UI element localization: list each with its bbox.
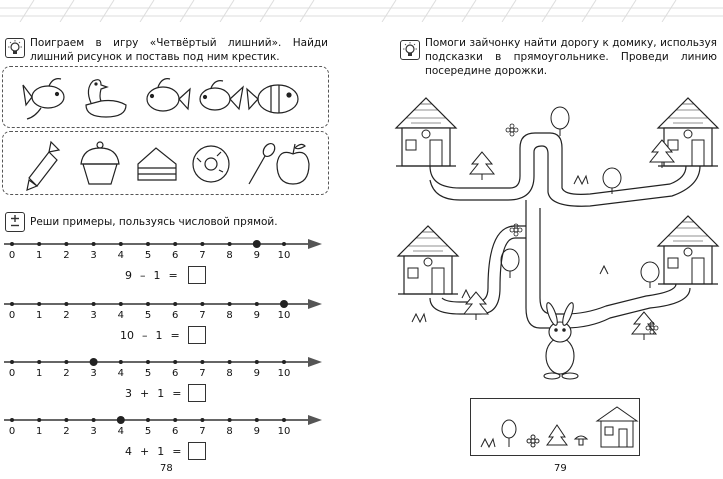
tick-label: 1: [36, 250, 43, 261]
tick-point: [10, 302, 14, 306]
tick-point: [228, 418, 232, 422]
equation-operator: +: [140, 445, 150, 458]
tick-label: 5: [144, 310, 152, 321]
equals-sign: =: [172, 387, 182, 400]
answer-box[interactable]: [188, 384, 206, 402]
equation-operator: –: [140, 269, 146, 282]
tick-label: 7: [199, 310, 206, 321]
answer-box[interactable]: [188, 442, 206, 460]
tick-point: [282, 418, 286, 422]
goldfish-picture-3: [200, 81, 243, 110]
tick-label: 9: [253, 250, 260, 261]
tick-point: [146, 302, 150, 306]
equals-sign: =: [170, 329, 180, 342]
tick-label: 3: [90, 250, 97, 261]
tick-point: [228, 360, 232, 364]
tick-label: 0: [8, 250, 16, 261]
tick-point: [92, 418, 96, 422]
tick-label: 10: [277, 250, 291, 261]
page-number-left: 78: [160, 463, 173, 474]
tick-label: 6: [172, 426, 179, 437]
duck-picture: [86, 80, 126, 117]
tick-point: [200, 418, 204, 422]
equation: [125, 269, 186, 282]
lightbulb-icon: [5, 38, 25, 58]
task2-text: Реши примеры, пользуясь числовой прямой.: [30, 216, 278, 228]
fish-pictures: [3, 67, 328, 127]
tick-label: 1: [36, 368, 43, 379]
tick-point: [64, 418, 68, 422]
tick-point: [119, 242, 123, 246]
tick-point: [255, 302, 259, 306]
food-row-box: [2, 131, 329, 195]
house-bottom-right: [658, 216, 718, 284]
candy-picture: [27, 142, 59, 190]
house-top-left: [396, 98, 456, 166]
tick-point: [64, 302, 68, 306]
tick-label: 0: [8, 426, 16, 437]
donut-picture: [193, 146, 229, 182]
tick-label: 10: [277, 368, 291, 379]
tick-label: 9: [253, 368, 260, 379]
tick-label: 8: [226, 310, 233, 321]
hint-box: [470, 398, 640, 456]
tick-label: 7: [199, 368, 206, 379]
answer-box[interactable]: [188, 266, 206, 284]
equation: [125, 387, 189, 400]
equation-operand-b: 1: [157, 445, 165, 458]
tick-label: 6: [172, 310, 179, 321]
tick-label: 2: [63, 426, 70, 437]
tick-point: [37, 418, 41, 422]
tick-label: 7: [199, 426, 206, 437]
tick-point: [146, 360, 150, 364]
tick-point: [173, 242, 177, 246]
tick-label: 0: [8, 310, 16, 321]
tick-label: 2: [63, 368, 70, 379]
top-decor-left: [0, 0, 362, 22]
tick-label: 8: [226, 250, 233, 261]
tick-point: [146, 418, 150, 422]
tick-point: [10, 242, 14, 246]
tick-point: [255, 418, 259, 422]
tick-point: [37, 242, 41, 246]
tick-label: 3: [90, 310, 97, 321]
equation-operand-a: 9: [125, 269, 132, 282]
equation-operand-a: 10: [120, 329, 134, 342]
house-bottom-left: [398, 226, 458, 294]
tick-point: [92, 242, 96, 246]
number-line: [0, 356, 330, 412]
deciduous-trees: [501, 107, 659, 288]
tick-label: 3: [90, 368, 97, 379]
tick-point: [255, 360, 259, 364]
tree-3: [464, 292, 488, 320]
tick-label: 4: [117, 310, 124, 321]
tick-label: 0: [8, 368, 16, 379]
tick-label: 4: [117, 368, 124, 379]
tick-label: 9: [253, 310, 260, 321]
goldfish-picture-2: [147, 79, 190, 111]
arrow-icon: [308, 415, 322, 425]
food-pictures: [3, 132, 328, 194]
equation-operator: +: [140, 387, 150, 400]
top-decor-right: [362, 0, 723, 22]
marked-point: [90, 358, 98, 366]
hint-pictures: [471, 399, 639, 455]
tick-point: [10, 360, 14, 364]
cake-slice-picture: [138, 148, 176, 180]
tick-label: 8: [226, 368, 233, 379]
tick-label: 7: [199, 250, 206, 261]
tick-point: [200, 360, 204, 364]
flower-1: [506, 124, 518, 136]
tick-label: 5: [144, 250, 152, 261]
page-number-right: 79: [554, 463, 567, 474]
equals-sign: =: [172, 445, 182, 458]
equation-operand-a: 3: [125, 387, 132, 400]
tick-label: 1: [36, 426, 43, 437]
tick-label: 6: [172, 250, 179, 261]
tick-point: [119, 360, 123, 364]
tick-point: [200, 302, 204, 306]
striped-fish-picture: [247, 85, 298, 113]
tree-1: [470, 152, 494, 180]
tick-label: 2: [63, 250, 70, 261]
tick-point: [92, 302, 96, 306]
equation-operand-b: 1: [155, 329, 163, 342]
goldfish-picture: [23, 79, 64, 119]
equation-operand-b: 1: [157, 387, 165, 400]
cupcake-picture: [81, 142, 119, 184]
tick-label: 8: [226, 426, 233, 437]
answer-box[interactable]: [188, 326, 206, 344]
equation-operator: –: [142, 329, 148, 342]
plus-minus-icon: [5, 212, 25, 232]
lightbulb-icon-right: [400, 40, 420, 60]
marked-point: [253, 240, 261, 248]
spoon-picture: [249, 141, 277, 184]
tick-point: [173, 360, 177, 364]
tick-point: [37, 302, 41, 306]
task1-text: Поиграем в игру «Четвёртый лишний». Найди лишний рисунок и поставь под ним крестик.: [30, 37, 328, 63]
tick-label: 4: [117, 250, 124, 261]
equation: [120, 329, 188, 342]
tick-label: 3: [90, 426, 97, 437]
tick-point: [64, 360, 68, 364]
tick-point: [173, 302, 177, 306]
number-line: [0, 298, 330, 354]
apple-picture: [277, 144, 309, 184]
tick-label: 6: [172, 368, 179, 379]
number-line: [0, 238, 330, 294]
tick-point: [37, 360, 41, 364]
tick-point: [173, 418, 177, 422]
marked-point: [117, 416, 125, 424]
tick-point: [10, 418, 14, 422]
arrow-icon: [308, 239, 322, 249]
tick-point: [200, 242, 204, 246]
tick-label: 9: [253, 426, 260, 437]
marked-point: [280, 300, 288, 308]
number-line: [0, 414, 330, 470]
tick-label: 1: [36, 310, 43, 321]
fish-row-box: [2, 66, 329, 128]
tick-label: 2: [63, 310, 70, 321]
tick-point: [228, 302, 232, 306]
tick-point: [146, 242, 150, 246]
equation-operand-b: 1: [153, 269, 161, 282]
tick-point: [282, 360, 286, 364]
equation: [125, 445, 189, 458]
tick-label: 5: [144, 368, 152, 379]
arrow-icon: [308, 357, 322, 367]
equation-operand-a: 4: [125, 445, 132, 458]
tick-point: [282, 242, 286, 246]
maze-picture: [390, 88, 723, 388]
tick-label: 10: [277, 426, 291, 437]
maze-task-text: Помоги зайчонку найти дорогу к домику, используя подсказки в прямоугольнике. Проведи линию посередине дорожки.: [425, 37, 717, 77]
tick-label: 4: [117, 426, 124, 437]
tick-label: 5: [144, 426, 152, 437]
equals-sign: =: [168, 269, 178, 282]
tick-point: [119, 302, 123, 306]
right-page: [362, 0, 723, 479]
tick-label: 10: [277, 310, 291, 321]
tick-point: [228, 242, 232, 246]
arrow-icon: [308, 299, 322, 309]
tick-point: [64, 242, 68, 246]
